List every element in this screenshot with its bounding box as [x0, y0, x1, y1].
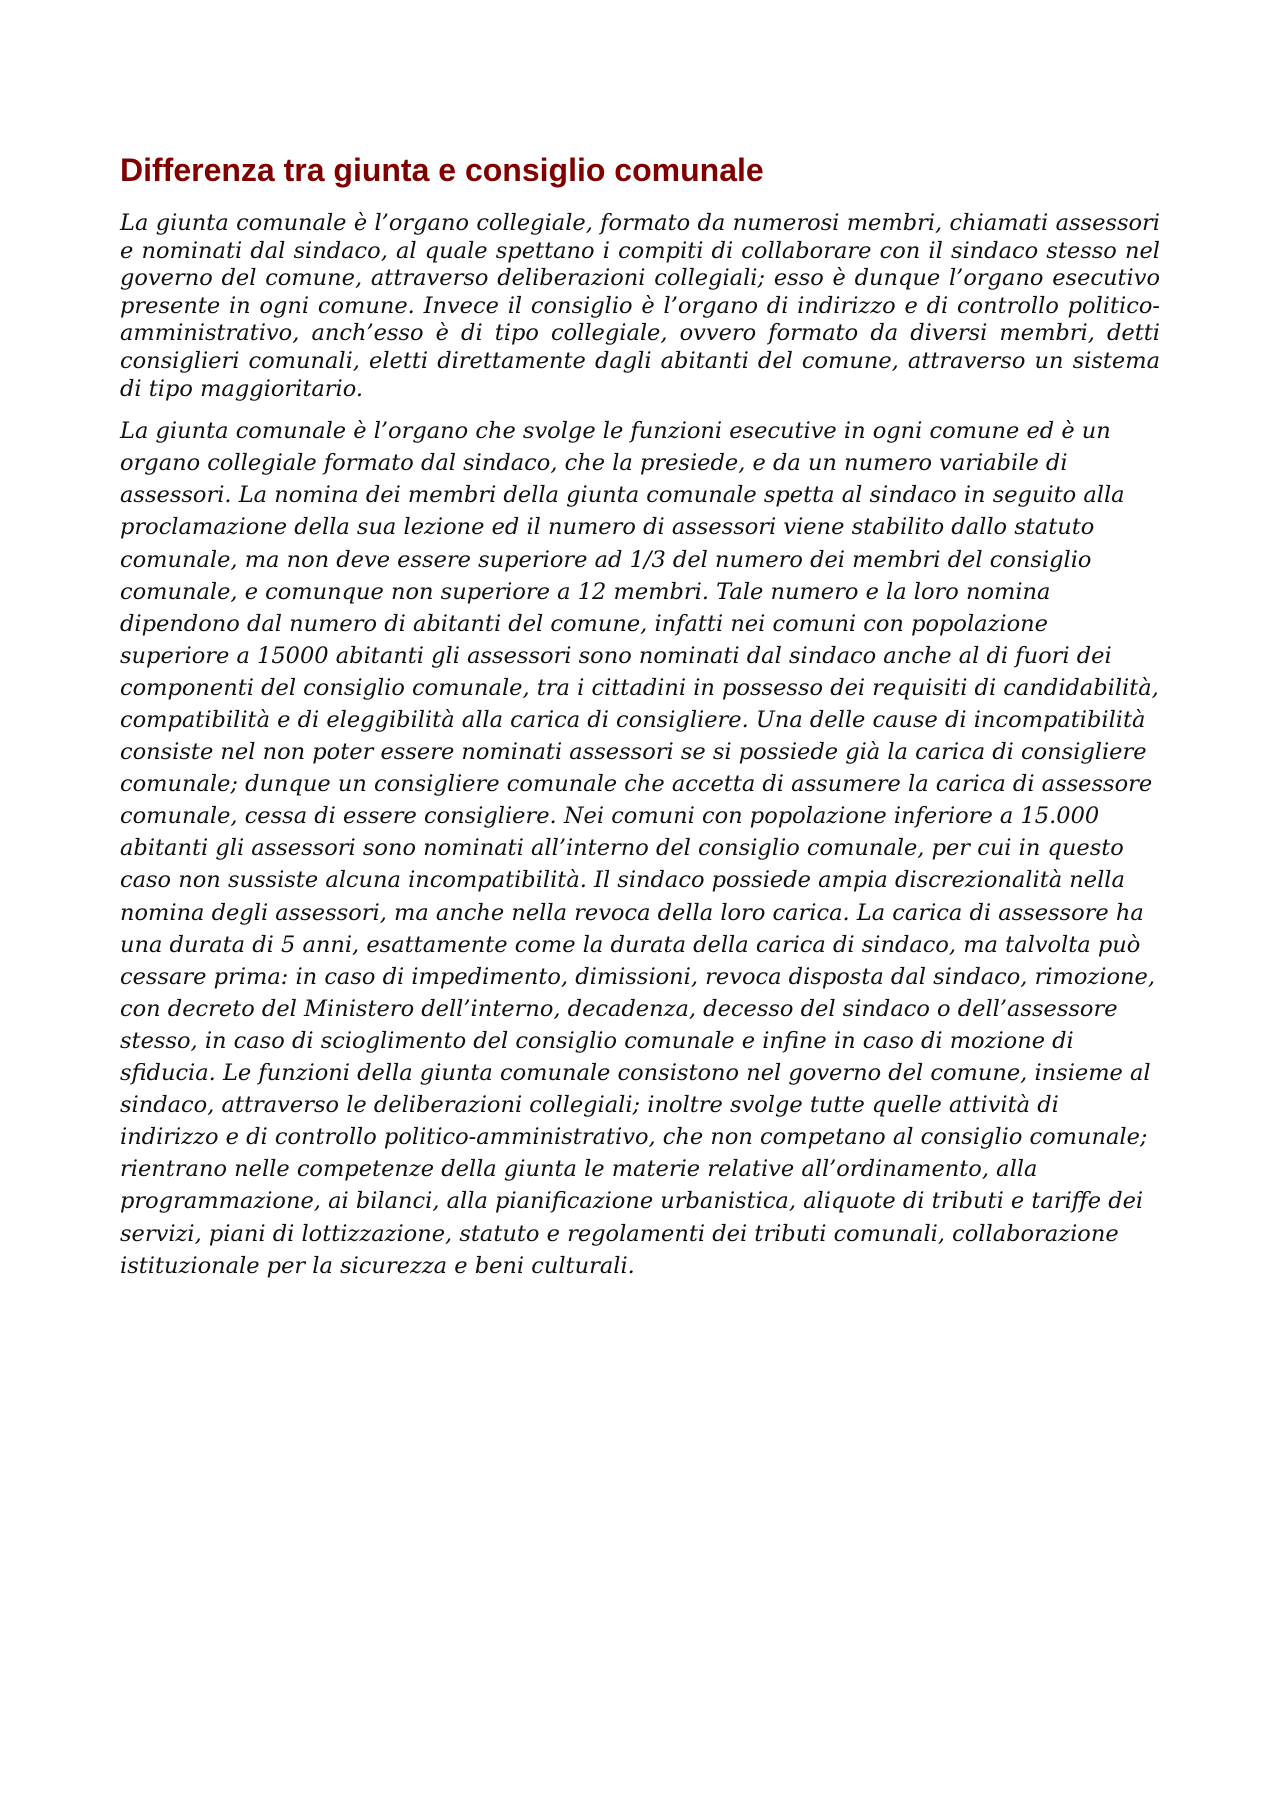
paragraph-intro: La giunta comunale è l’organo collegiale, formato da numerosi membri, chiamati assessori e nominati dal sindaco, al quale spettano i compiti di collaborare con il sindaco stesso nel governo del comune, attraverso deliberazioni collegiali; esso è dunque l’organo esecutivo presente in ogni comune. Invece il consiglio è l’organo di indirizzo e di controllo politico-amministrativo, anch’esso è di tipo collegiale, ovvero formato da diversi membri, detti consiglieri comunali, eletti direttamente dagli abitanti del comune, attraverso un sistema di tipo maggioritario. — [120, 210, 1160, 402]
document-title: Differenza tra giunta e consiglio comunale — [120, 152, 764, 188]
document-page — [120, 150, 1160, 1282]
paragraph-giunta-details: La giunta comunale è l’organo che svolge le funzioni esecutive in ogni comune ed è un organo collegiale formato dal sindaco, che la presiede, e da un numero variabile di assessori. La nomina dei membri della giunta comunale spetta al sindaco in seguito alla proclamazione della sua lezione ed il numero di assessori viene stabilito dallo statuto comunale, ma non deve essere superiore ad 1/3 del numero dei membri del consiglio comunale, e comunque non superiore a 12 membri. Tale numero e la loro nomina dipendono dal numero di abitanti del comune, infatti nei comuni con popolazione superiore a 15000 abitanti gli assessori sono nominati dal sindaco anche al di fuori dei componenti del consiglio comunale, tra i cittadini in possesso dei requisiti di candidabilità, compatibilità e di eleggibilità alla carica di consigliere. Una delle cause di incompatibilità consiste nel non poter essere nominati assessori se si possiede già la carica di consigliere comunale; dunque un consigliere comunale che accetta di assumere la carica di assessore comunale, cessa di essere consigliere. Nei comuni con popolazione inferiore a 15.000 abitanti gli assessori sono nominati all’interno del consiglio comunale, per cui in questo caso non sussiste alcuna incompatibilità. Il sindaco possiede ampia discrezionalità nella nomina degli assessori, ma anche nella revoca della loro carica. La carica di assessore ha una durata di 5 anni, esattamente come la durata della carica di sindaco, ma talvolta può cessare prima: in caso di impedimento, dimissioni, revoca disposta dal sindaco, rimozione, con decreto del Ministero dell’interno, decadenza, decesso del sindaco o dell’assessore stesso, in caso di scioglimento del consiglio comunale e infine in caso di mozione di sfiducia. Le funzioni della giunta comunale consistono nel governo del comune, insieme al sindaco, attraverso le deliberazioni collegiali; inoltre svolge tutte quelle attività di indirizzo e di controllo politico-amministrativo, che non competano al consiglio comunale; rientrano nelle competenze della giunta le materie relative all’ordinamento, alla programmazione, ai bilanci, alla pianificazione urbanistica, aliquote di tributi e tariffe dei servizi, piani di lottizzazione, statuto e regolamenti dei tributi comunali, collaborazione istituzionale per la sicurezza e beni culturali. — [120, 418, 1159, 1279]
